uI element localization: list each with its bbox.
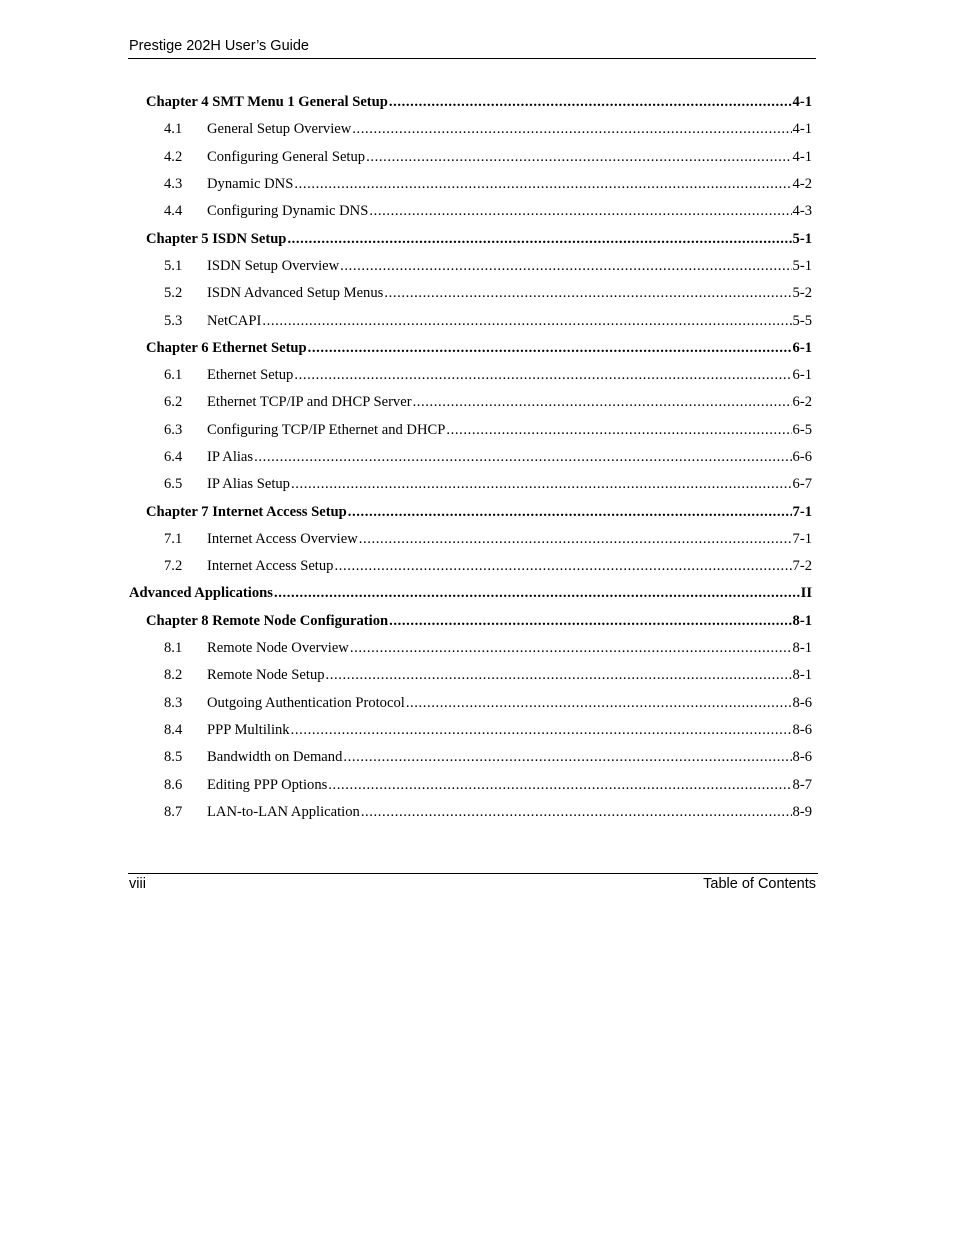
toc-section-number: 6.5: [164, 476, 183, 493]
toc-section-entry[interactable]: [128, 717, 814, 744]
dot-leader: [262, 313, 791, 330]
toc-entry-label: ISDN Advanced Setup Menus: [207, 285, 384, 302]
toc-page-number: 6-5: [792, 421, 812, 438]
toc-section-entry[interactable]: [128, 526, 814, 553]
dot-leader: [389, 94, 792, 111]
dot-leader: [369, 203, 791, 220]
dot-leader: [389, 613, 791, 630]
toc-entry-label: IP Alias Setup: [207, 476, 290, 493]
toc-section-entry[interactable]: [128, 362, 814, 389]
dot-leader: [334, 558, 791, 575]
toc-page-number: 8-7: [792, 776, 812, 793]
dot-leader: [350, 640, 792, 657]
toc-section-number: 8.1: [164, 640, 183, 657]
toc-section-entry[interactable]: [128, 280, 814, 307]
dot-leader: [291, 722, 792, 739]
toc-entry-label: Ethernet TCP/IP and DHCP Server: [207, 394, 412, 411]
toc-section-number: 5.1: [164, 257, 183, 274]
toc-page-number: 8-1: [792, 640, 812, 657]
toc-page-number: 8-6: [792, 721, 812, 738]
toc-entry-label: Configuring TCP/IP Ethernet and DHCP: [207, 421, 446, 438]
toc-section-number: 6.2: [164, 394, 183, 411]
toc-page-number: 6-7: [792, 476, 812, 493]
toc-section-number: 5.2: [164, 285, 183, 302]
dot-leader: [413, 394, 792, 411]
toc-chapter-entry[interactable]: [128, 498, 814, 525]
toc-entry-label: Outgoing Authentication Protocol: [207, 694, 405, 711]
toc-entry-label: Configuring General Setup: [207, 148, 366, 165]
toc-chapter-entry[interactable]: [128, 335, 814, 362]
toc-entry-label: LAN-to-LAN Application: [207, 803, 360, 820]
dot-leader: [328, 777, 791, 794]
toc-section-entry[interactable]: [128, 171, 814, 198]
toc-page-number: 4-1: [792, 94, 812, 111]
toc-page-number: 8-6: [792, 694, 812, 711]
toc-entry-label: Remote Node Overview: [207, 640, 349, 657]
toc-page-number: 7-2: [792, 558, 812, 575]
toc-section-number: 8.5: [164, 749, 183, 766]
toc-section-entry[interactable]: [128, 144, 814, 171]
dot-leader: [446, 422, 791, 439]
toc-page-number: II: [800, 585, 812, 602]
toc-section-number: 4.1: [164, 121, 183, 138]
toc-entry-label: Dynamic DNS: [207, 176, 294, 193]
toc-page-number: 5-5: [792, 312, 812, 329]
toc-section-entry[interactable]: [128, 662, 814, 689]
toc-entry-label: General Setup Overview: [207, 121, 352, 138]
toc-entry-label: Remote Node Setup: [207, 667, 325, 684]
toc-page-number: 8-9: [792, 803, 812, 820]
document-title: Prestige 202H User’s Guide: [129, 38, 309, 54]
toc-page-number: 5-2: [792, 285, 812, 302]
dot-leader: [287, 231, 791, 248]
toc-section-number: 8.2: [164, 667, 183, 684]
toc-page-number: 6-2: [792, 394, 812, 411]
toc-page-number: 8-1: [792, 667, 812, 684]
toc-page-number: 6-1: [792, 367, 812, 384]
toc-entry-label: PPP Multilink: [207, 721, 290, 738]
toc-section-number: 6.1: [164, 367, 183, 384]
footer-section-title: Table of Contents: [703, 876, 816, 892]
dot-leader: [384, 285, 791, 302]
dot-leader: [348, 504, 792, 521]
toc-entry-label: Internet Access Overview: [207, 530, 358, 547]
dot-leader: [406, 695, 792, 712]
table-of-contents: [128, 89, 814, 826]
dot-leader: [254, 449, 791, 466]
toc-entry-label: Advanced Applications: [129, 585, 273, 602]
dot-leader: [308, 340, 792, 357]
page-header: [128, 37, 816, 59]
toc-section-number: 7.2: [164, 558, 183, 575]
toc-page-number: 4-3: [792, 203, 812, 220]
dot-leader: [361, 804, 792, 821]
toc-section-entry[interactable]: [128, 116, 814, 143]
toc-entry-label: Chapter 8 Remote Node Configuration: [146, 612, 389, 629]
toc-section-number: 8.7: [164, 803, 183, 820]
toc-section-number: 5.3: [164, 312, 183, 329]
toc-section-entry[interactable]: [128, 744, 814, 771]
toc-entry-label: Chapter 7 Internet Access Setup: [146, 503, 347, 520]
toc-page-number: 8-1: [792, 612, 812, 629]
toc-section-number: 6.3: [164, 421, 183, 438]
dot-leader: [274, 585, 800, 602]
toc-section-number: 4.4: [164, 203, 183, 220]
dot-leader: [294, 367, 791, 384]
toc-entry-label: Ethernet Setup: [207, 367, 294, 384]
toc-section-entry[interactable]: [128, 799, 814, 826]
toc-section-number: 7.1: [164, 530, 183, 547]
toc-entry-label: Chapter 4 SMT Menu 1 General Setup: [146, 94, 388, 111]
toc-section-entry[interactable]: [128, 771, 814, 798]
dot-leader: [366, 149, 791, 166]
toc-chapter-entry[interactable]: [128, 89, 814, 116]
toc-entry-label: IP Alias: [207, 449, 254, 465]
toc-page-number: 6-1: [792, 339, 812, 356]
toc-section-number: 4.2: [164, 148, 183, 165]
toc-entry-label: ISDN Setup Overview: [207, 257, 340, 274]
toc-section-entry[interactable]: [128, 635, 814, 662]
dot-leader: [340, 258, 791, 275]
toc-entry-label: Editing PPP Options: [207, 776, 328, 793]
toc-part-entry[interactable]: [128, 580, 814, 607]
toc-section-entry[interactable]: [128, 444, 814, 471]
toc-section-number: 4.3: [164, 176, 183, 193]
dot-leader: [326, 667, 792, 684]
toc-section-entry[interactable]: [128, 253, 814, 280]
toc-page-number: 6-6: [792, 449, 812, 465]
toc-section-number: 6.4: [164, 449, 183, 465]
toc-entry-label: Bandwidth on Demand: [207, 749, 343, 766]
toc-entry-label: Configuring Dynamic DNS: [207, 203, 369, 220]
toc-section-entry[interactable]: [128, 417, 814, 444]
page-footer: [128, 873, 818, 896]
dot-leader: [352, 121, 791, 138]
toc-page-number: 5-1: [792, 257, 812, 274]
toc-entry-label: Chapter 6 Ethernet Setup: [146, 339, 307, 356]
toc-section-number: 8.6: [164, 776, 183, 793]
toc-page-number: 4-1: [792, 121, 812, 138]
dot-leader: [291, 476, 792, 493]
toc-section-entry[interactable]: [128, 690, 814, 717]
toc-section-number: 8.3: [164, 694, 183, 711]
toc-section-entry[interactable]: [128, 198, 814, 225]
dot-leader: [294, 176, 791, 193]
dot-leader: [343, 749, 791, 766]
toc-chapter-entry[interactable]: [128, 225, 814, 252]
toc-entry-label: Internet Access Setup: [207, 558, 334, 575]
toc-page-number: 8-6: [792, 749, 812, 766]
toc-page-number: 7-1: [792, 503, 812, 520]
toc-section-entry[interactable]: [128, 307, 814, 334]
toc-page-number: 7-1: [792, 530, 812, 547]
toc-entry-label: NetCAPI: [207, 312, 262, 329]
toc-entry-label: Chapter 5 ISDN Setup: [146, 230, 287, 247]
toc-page-number: 5-1: [792, 230, 812, 247]
toc-section-entry[interactable]: [128, 553, 814, 580]
toc-page-number: 4-2: [792, 176, 812, 193]
toc-section-entry[interactable]: [128, 471, 814, 498]
toc-section-number: 8.4: [164, 721, 183, 738]
dot-leader: [359, 531, 792, 548]
toc-chapter-entry[interactable]: [128, 608, 814, 635]
page-number: viii: [129, 876, 146, 892]
toc-section-entry[interactable]: [128, 389, 814, 416]
toc-page-number: 4-1: [792, 148, 812, 165]
